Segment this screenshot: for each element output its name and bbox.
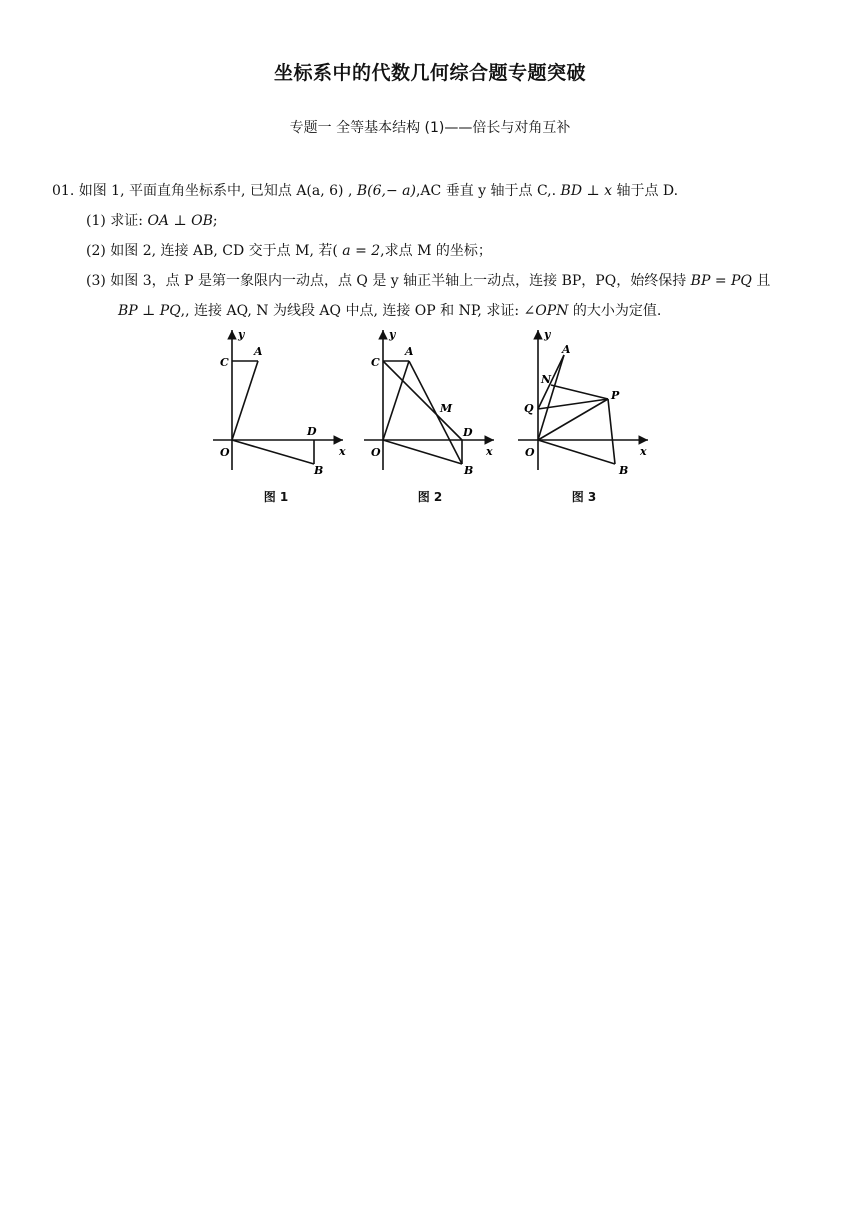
- segment-cd: [383, 361, 462, 440]
- statement-text-3: 轴于点 D.: [612, 183, 679, 199]
- label-b: B: [464, 464, 474, 477]
- statement-text-2: ,AC 垂直 y 轴于点 C,.: [415, 183, 561, 199]
- segment-ob: [232, 440, 314, 464]
- label-p: P: [611, 389, 620, 402]
- figure-3-caption: 图 3: [571, 490, 597, 504]
- label-n: N: [541, 373, 552, 386]
- part-3-continued: [118, 300, 661, 320]
- label-y: y: [544, 328, 551, 341]
- label-a: A: [254, 345, 263, 358]
- label-a: A: [562, 343, 571, 356]
- label-x: x: [640, 445, 647, 458]
- part-1-text: (1) 求证:: [86, 213, 148, 229]
- figure-1-diagram: [205, 325, 355, 485]
- label-q: Q: [524, 402, 534, 415]
- figure-2-caption: 图 2: [417, 490, 443, 504]
- segment-oa: [232, 361, 258, 440]
- label-b: B: [314, 464, 324, 477]
- figure-1-caption: 图 1: [263, 490, 289, 504]
- part-1-end: ;: [212, 213, 218, 229]
- label-o: O: [220, 446, 230, 459]
- part-1: [86, 210, 218, 230]
- label-y: y: [389, 328, 396, 341]
- label-b: B: [619, 464, 629, 477]
- label-d: D: [307, 425, 317, 438]
- label-d: D: [463, 426, 473, 439]
- segment-ob: [383, 440, 462, 464]
- label-c: C: [220, 356, 229, 369]
- label-m: M: [440, 402, 453, 415]
- label-o: O: [525, 446, 535, 459]
- part-3-math-2: BP ⊥ PQ: [118, 303, 181, 319]
- figure-3-diagram: [510, 325, 660, 485]
- figure-2-diagram: [356, 325, 506, 485]
- part-2: [86, 240, 492, 260]
- point-b-math: B(6,− a): [356, 183, 416, 199]
- part-3-text-3: ,, 连接 AQ, N 为线段 AQ 中点, 连接 OP 和 NP, 求证:: [180, 303, 524, 319]
- problem-statement: [52, 180, 678, 200]
- page-subtitle: 专题一 全等基本结构 (1)——倍长与对角互补: [289, 120, 571, 136]
- segment-np: [551, 385, 608, 399]
- figure-3: [510, 325, 660, 489]
- bd-perp-math: BD ⊥ x: [560, 183, 613, 199]
- part-3-angle-math: ∠OPN: [523, 303, 569, 319]
- part-2-text: (2) 如图 2, 连接 AB, CD 交于点 M, 若(: [86, 243, 343, 259]
- label-o: O: [371, 446, 381, 459]
- segment-pb: [608, 399, 615, 464]
- part-3-end: 的大小为定值.: [568, 303, 662, 319]
- label-a: A: [405, 345, 414, 358]
- part-3-math: BP = PQ: [690, 273, 752, 289]
- part-1-math: OA ⊥ OB: [147, 213, 213, 229]
- statement-text: 01. 如图 1, 平面直角坐标系中, 已知点 A(a, 6) ,: [52, 183, 357, 199]
- part-3-text-2: 且: [751, 273, 771, 289]
- part-2-end: ,求点 M 的坐标；: [380, 243, 492, 259]
- label-x: x: [339, 445, 346, 458]
- page-title: 坐标系中的代数几何综合题专题突破: [273, 62, 586, 84]
- label-c: C: [371, 356, 380, 369]
- figure-1: [205, 325, 355, 489]
- part-3-text: (3) 如图 3，点 P 是第一象限内一动点，点 Q 是 y 轴正半轴上一动点，连接 BP，PQ，始终保持: [86, 273, 691, 289]
- label-y: y: [238, 328, 245, 341]
- segment-ob: [538, 440, 615, 464]
- part-3: [86, 270, 770, 290]
- part-2-math: a = 2: [342, 243, 381, 259]
- segment-oa: [383, 361, 409, 440]
- figure-2: [356, 325, 506, 489]
- label-x: x: [486, 445, 493, 458]
